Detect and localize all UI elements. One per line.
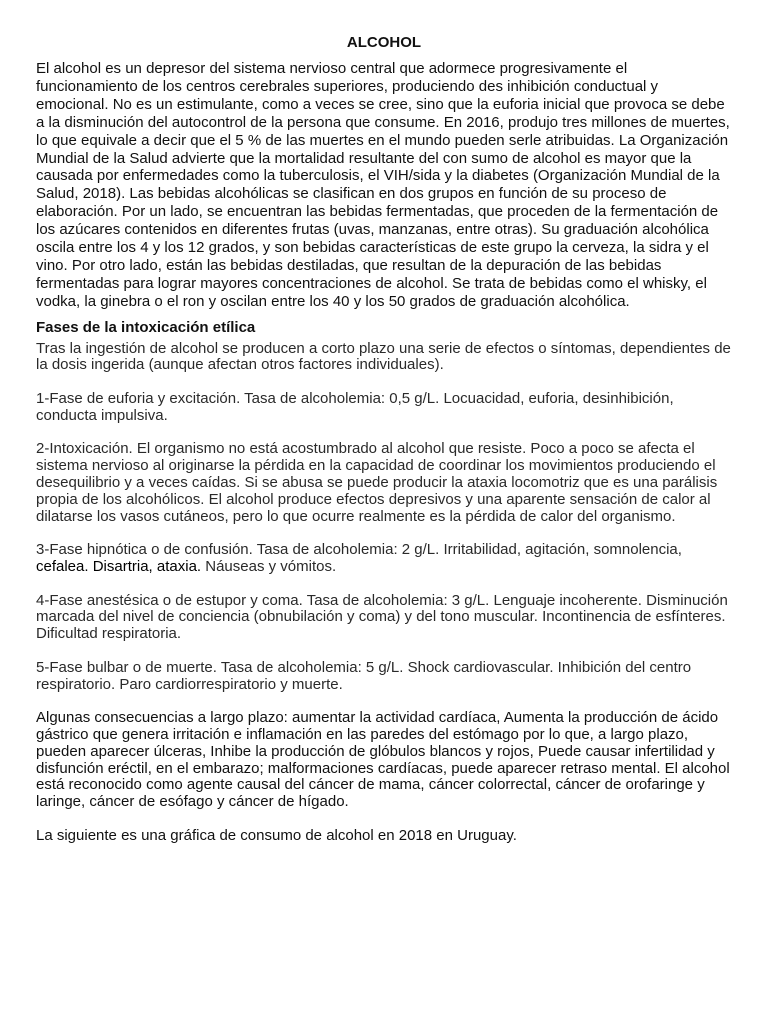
document-title: ALCOHOL — [346, 34, 422, 51]
phase-1-paragraph: 1-Fase de euforia y excitación. Tasa de alcoholemia: 0,5 g/L. Locuacidad, euforia, desinhibición, conducta impulsiva. — [36, 390, 674, 424]
section-heading: Fases de la intoxicación etílica — [36, 318, 256, 336]
phase-3-text-c: Náuseas y vómitos. — [201, 558, 337, 576]
intro-paragraph: El alcohol es un depresor del sistema nervioso central que adormece progresivamente el funcionamiento de los centros cerebrales superiores, produciendo des inhibición conductual y emocional. No es un estimulante, como a veces se cree, sino que la euforia inicial que provoca se debe a la disminución del autocontrol de la persona que consume. En 2016, produjo tres millones de muertes, lo que equivale a decir que el 5 % de las muertes en el mundo pueden serle atribuidas. La Organización Mundial de la Salud advierte que la mortalidad resultante del con sumo de alcohol es mayor que la causada por enfermedades como la tuberculosis, el VIH/sida y la diabetes (Organización Mundial de la Salud, 2018). Las bebidas alcohólicas se clasifican en dos grupos en función de su proceso de elaboración. Por un lado, se encuentran las bebidas fermentadas, que proceden de la fermentación de los azúcares contenidos en diferentes frutas (uvas, manzanas, entre otras). Su graduación alcohólica oscila entre los 4 y los 12 grados, y son bebidas características de este grupo la cerveza, la sidra y el vino. Por otro lado, están las bebidas destiladas, que resultan de la depuración de las bebidas fermentadas para lograr mayores concentraciones de alcohol. Se trata de bebidas como el whisky, el vodka, la ginebra o el ron y oscilan entre los 40 y los 50 grados de graduación alcohólica. — [36, 60, 730, 310]
phase-4-paragraph: 4-Fase anestésica o de estupor y coma. Tasa de alcoholemia: 3 g/L. Lenguaje incoherente. Disminución marcada del nivel de conciencia (obnubilación y coma) y del tono muscular. Incontinencia de esfínteres. Dificultad respiratoria. — [36, 591, 728, 643]
section-intro-paragraph: Tras la ingestión de alcohol se producen a corto plazo una serie de efectos o síntomas, dependientes de la dosis ingerida (aunque afectan otros factores individuales). — [36, 339, 731, 374]
phase-2-paragraph: 2-Intoxicación. El organismo no está acostumbrado al alcohol que resiste. Poco a poco se afecta el sistema nervioso al originarse la pérdida en la capacidad de coordinar los movimientos produciendo el desequilibrio y a veces caídas. Si se abusa se puede producir la ataxia locomotriz que es una parálisis propia de los alcohólicos. El alcohol produce efectos depresivos y una aparente sensación de calor al dilatarse los vasos cutáneos, pero lo que ocurre realmente es la pérdida de calor del organismo. — [36, 440, 718, 525]
phase-5-paragraph: 5-Fase bulbar o de muerte. Tasa de alcoholemia: 5 g/L. Shock cardiovascular. Inhibición del centro respiratorio. Paro cardiorrespiratorio y muerte. — [36, 658, 692, 693]
closing-paragraph: La siguiente es una gráfica de consumo de alcohol en 2018 en Uruguay. — [36, 826, 517, 844]
phase-3-paragraph — [36, 542, 732, 576]
phase-3-text-b: cefalea. Disartria, ataxia. — [36, 558, 202, 576]
consequences-paragraph: Algunas consecuencias a largo plazo: aumentar la actividad cardíaca, Aumenta la producción de ácido gástrico que genera irritación e inflamación en las paredes del estómago por lo que, a largo plazo, pueden aparecer úlceras, Inhibe la producción de glóbulos blancos y rojos, Puede causar infertilidad y disfunción eréctil, en el embarazo; malformaciones cardíacas, puede aparecer retraso mental. El alcohol está reconocido como agente causal del cáncer de mama, cáncer colorrectal, cáncer de orofaringe y laringe, cáncer de esófago y cáncer de hígado. — [36, 709, 730, 811]
phase-3-text-a: 3-Fase hipnótica o de confusión. Tasa de alcoholemia: 2 g/L. Irritabilidad, agitación, somnolencia, — [36, 541, 682, 559]
